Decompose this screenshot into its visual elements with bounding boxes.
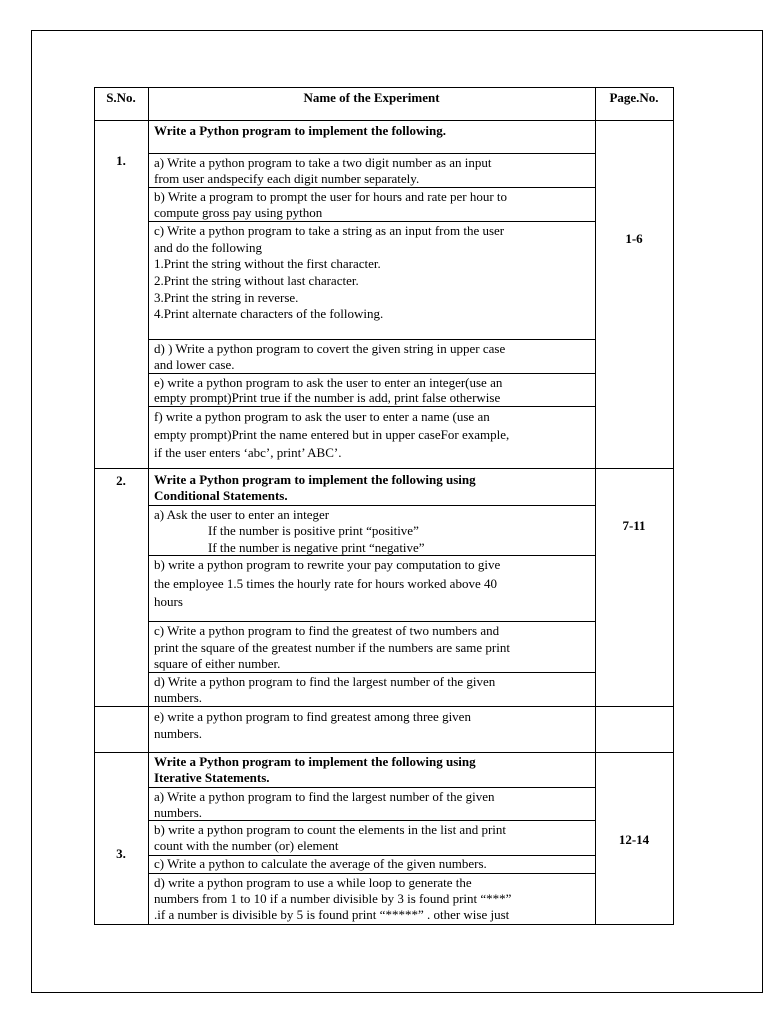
section-title: Conditional Statements.	[154, 488, 288, 503]
header-name: Name of the Experiment	[303, 90, 440, 105]
section-pages: 12-14	[618, 832, 650, 847]
section-number: 1.	[116, 153, 126, 168]
section-number: 3.	[116, 846, 126, 861]
section-title: Write a Python program to implement the following using	[154, 472, 476, 487]
section-pages: 1-6	[625, 231, 643, 246]
section-pages: 7-11	[622, 518, 646, 533]
experiments-table: S.No. Name of the Experiment Page.No. 1. 1-6 Write a Python program to implement the following. a) Write a python program to take a two digit number as an input from user andspecify each digit number separately. b) Write a program to prompt the user for hours and rate per hour to compute gross pay using python c) Write a python program to take a string as an input from the user and do the following 1.Print the string without the first character. 2.Print the string without last character. 3.Print the string in reverse. 4.Print alternate characters of the following. d) ) Write a python program to covert the given string in upper case and lower case. e) write a python program to ask the user to enter an integer(use an empty prompt)Print true if the number is add, print false otherwise f) write a python program to ask the user to enter a name (use an empty prompt)Print the name entered but in upper caseFor example, if the user enters ‘abc’, print’ ABC’. 2. 7-11 Write a Python program to implement the following using Conditional Statements. a) Ask the user to enter an integer If the number is positive print “positive” If the number is negative print “negative” b) write a python program to rewrite your pay computation to give the employee 1.5 times the hourly rate for hours worked above 40 hours c) Write a python program to find the greatest of two numbers and print the square of the greatest number if the numbers are same print square of either number. d) Write a python program to find the largest number of the given numbers. e) write a python program to find greatest among three given numbers. 3. 12-14 Write a Python program to implement the following using Iterative Statements. a) Write a python program to find the largest number of the given numbers. b) write a python program to count the elements in the list and print count with the number (or) element c) Write a python to calculate the average of the given numbers. d) write a python program to use a while loop to generate the numbers from 1 to 10 if a number divisible by 3 is found print “***” .if a number is divisible by 5 is found print “*****” . other wise just	[0, 0, 768, 1024]
header-page: Page.No.	[609, 90, 659, 105]
section-title: Iterative Statements.	[154, 770, 270, 785]
header-sno: S.No.	[106, 90, 136, 105]
section-number: 2.	[116, 473, 126, 488]
section-title: Write a Python program to implement the following.	[154, 123, 446, 138]
section-title: Write a Python program to implement the following using	[154, 754, 476, 769]
